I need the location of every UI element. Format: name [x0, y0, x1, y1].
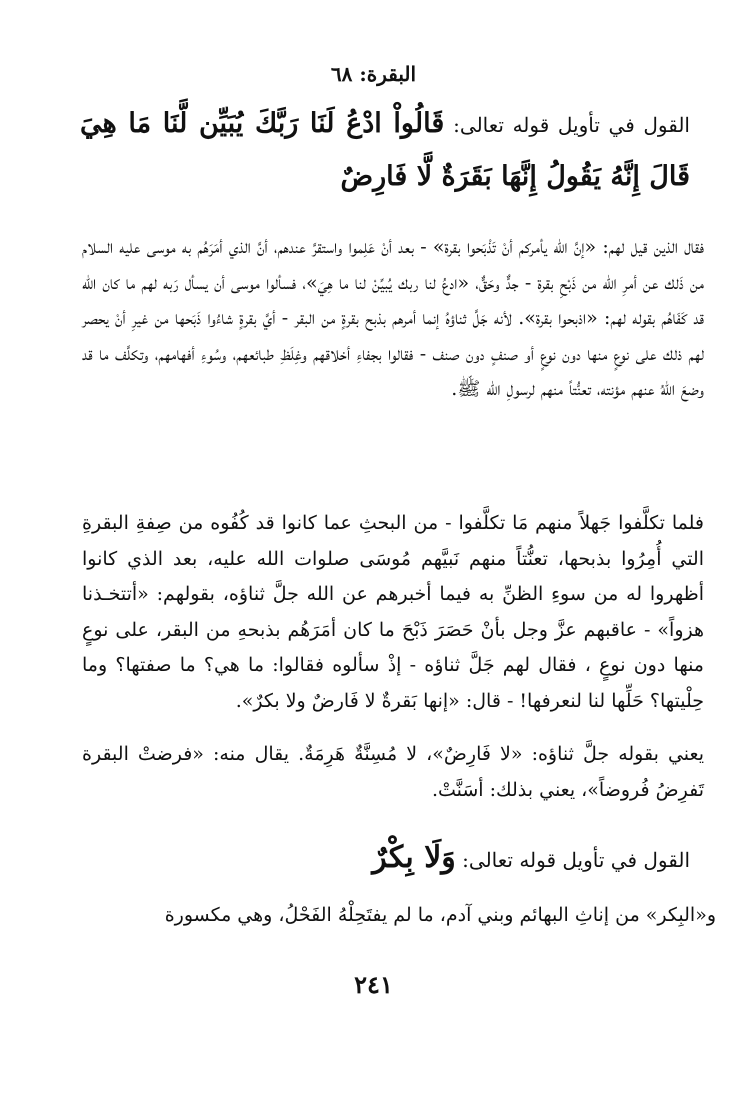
- section-heading-2: [120, 838, 690, 880]
- heading-intro: القول في تأويل قوله تعالى:: [462, 848, 690, 872]
- page-number: ٢٤١: [354, 970, 393, 999]
- section-heading-1: [80, 98, 690, 204]
- quran-verse: قَالُواْ ادْعُ لَنَا رَبَّكَ يُبَيِّن لَّنَا مَا هِيَ قَالَ إِنَّهُ يَقُولُ إِنَّهَا بَقَرَةٌ لَّا فَارِضٌ: [80, 108, 690, 192]
- quran-verse: وَلَا بِكْرٌ: [372, 840, 456, 875]
- heading-intro: القول في تأويل قوله تعالى:: [453, 113, 690, 137]
- paragraph-3: يعني بقوله جلَّ ثناؤه: «لا فَارِضٌ»، لا مُسِنَّةٌ هَرِمَةٌ. يقال منه: «فرضتْ البقرة تَفرِضُ فُروضاً»، يعني بذلك: أسَنَّتْ.: [82, 743, 704, 801]
- paragraph-4: و«البِكر» من إناثِ البهائم وبني آدم، ما لم يفتَحِلْهُ الفَحْلُ، وهي مكسورة: [164, 904, 716, 926]
- paragraph-2: فلما تكلَّفوا جَهلاً منهم مَا تكلَّفوا - من البحثِ عما كانوا قد كُفُوه من صِفةِ البقرةِ التي أُمِرُوا بذبحها، تعنُّتاً منهم نَبيَّهم مُوسَى صلوات الله عليه، بعد الذي كانوا أظهروا له من سوءِ الظنِّ به فيما أخبرهم عن الله جلَّ ثناؤه، بقولهم: «أتتخـذنا هزواً» - عاقبهم عزَّ وجل بأنْ حَصَرَ ذَبْحَ ما كان أمَرَهُم بذبحهِ من البقر، على نوعٍ منها دون نوعٍ ، فقال لهم جَلَّ ثناؤه - إذْ سألوه فقالوا: ما هي؟ ما صفتها؟ وما حِلْيتها؟ حَلِّها لنا لنعرفها! - قال: «إنها بَقرةٌ لا فَارضٌ ولا بكرٌ».: [82, 512, 704, 712]
- paragraph-1: فقال الذين قيل لهم: «إنَّ الله يأمركم أنْ تَذْبَحوا بقرة» - بعد أنْ عَلِموا واستقرَّ عندهم، أنَّ الذي أمَرَهُم به موسى عليه السلام من ذَلك عن أمرِ الله من ذَبْحِ بقرة - جدٌّ وحَقٌّ، «ادعُ لنا ربك يُبيِّنْ لنا ما هِيَ»، فسألوا موسى أن يسأل رَبه لهم ما كان الله قد كَفَاهُم بقوله لهم: «اذبحوا بقرة». لأنه جَلَّ ثناؤهُ إنما أمرهم بذبح بقرةٍ من البقر - أيَّ بقرةٍ شاءُوا ذَبَحها من غيرِ أنْ يحصر لهم ذلك على نوعٍ منها دون نوعٍ أو صنفٍ دون صنف - فقالوا بجفاءِ أخلاقهم وغِلَظِ طبائعهم، وسُوءِ أفهامهم، وتكلَّف ما قد وضعَ اللهُ عنهم مؤنته، تعنُّتاً منهم لرسولِ الله ﷺ.: [82, 236, 704, 401]
- running-header: البقرة: ٦٨: [330, 62, 417, 86]
